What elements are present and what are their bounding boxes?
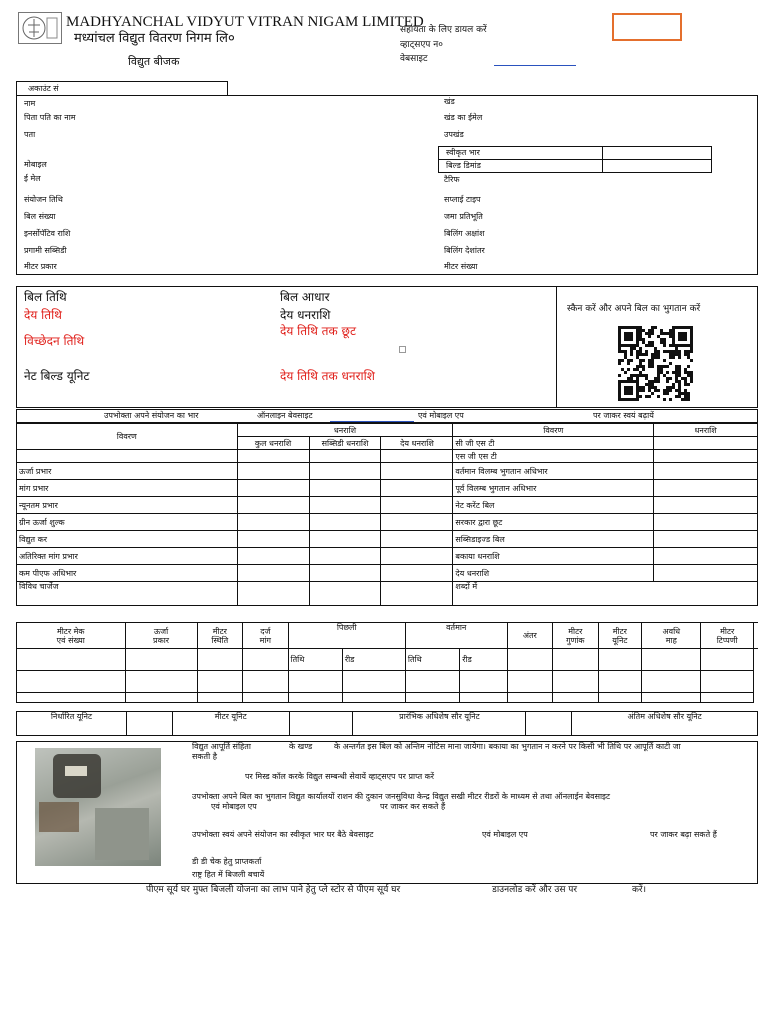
cell [243,649,288,671]
cell [654,497,758,514]
meter-remark-header [701,623,754,649]
multiplying-factor-header [553,623,599,649]
label-security-deposit: जमा प्रतिभूति [444,212,483,221]
label-father-name: पिता पति का नाम [24,113,76,122]
label-subdivision: उपखंड [444,130,464,139]
energy-text: ऊर्जा [153,626,169,636]
right-row-net-current-bill: नेट करेंट बिल [453,497,654,514]
load-demand-vdivider [602,146,603,173]
cell [654,463,758,480]
cell [237,565,309,582]
cell [553,693,599,703]
difference-header: अंतर [507,623,552,649]
remark-text: टिप्पणी [716,635,738,645]
row-additional-demand: अतिरिक्त मांग प्रभार [17,548,238,565]
cell [598,649,642,671]
cell [237,548,309,565]
note1-part-c: के अन्तर्गत इस बिल को अन्तिम नोटिस माना जायेगा। बकाया का भुगतान न करने पर किसी भी तिथि पर आपूर्ति काटी जा [334,742,681,751]
cell [381,463,453,480]
previous-reading-header: पिछली [288,623,405,649]
cell [654,514,758,531]
cgst-value [654,437,758,450]
right-row-subsidized-bill: सब्सिडाइज्ड बिल [453,531,654,548]
note4-part-a: उपभोक्ता स्वयं अपने संयोजन का स्वीकृत भार घर बैठे बेवसाइट [192,830,374,839]
curr-date-header: तिथि [405,649,459,671]
cell [507,649,552,671]
load-website-link[interactable] [330,421,414,422]
load-demand-divider [438,159,712,160]
label-supply-type: सप्लाई टाइप [444,195,481,204]
current-reading-header: वर्तमान [405,623,507,649]
cell [309,548,381,565]
label-tariff: टैरिफ [444,175,460,184]
blank-left [17,450,238,463]
cell [405,671,459,693]
note4-part-b: एवं मोबाइल एप [482,830,528,839]
help-dial-label: सहायता के लिए डायल करें [400,25,487,35]
final-surplus-solar-label: अंतिम अधिशेष सौर यूनिट [572,712,758,736]
cell [507,693,552,703]
cell [309,531,381,548]
label-meter-type: मीटर प्रकार [24,262,57,271]
row-electricity-tax: विद्युत कर [17,531,238,548]
cell [598,671,642,693]
energy-type-header [125,623,197,649]
charges-right-amount-header: धनराशि [654,424,758,437]
cell [553,671,599,693]
label-email: ई मेल [24,174,41,183]
right-row-payable-amount: देय धनराशि [453,565,654,582]
row-energy-charge: ऊर्जा प्रभार [17,463,238,480]
label-sanctioned-load: स्वीकृत भार [446,148,480,157]
blank [381,450,453,463]
cell [17,671,126,693]
meter-text: मीटर [568,626,583,636]
amount-in-words: शब्दों में [453,582,758,606]
cell [309,582,381,606]
sgst-value [654,450,758,463]
cell [17,649,126,671]
bill-date-label: बिल तिथि [24,290,67,304]
label-progressive-subsidy: प्रगामी सब्सिडी [24,246,67,255]
label-billing-latitude: बिलिंग अक्षांश [444,229,485,238]
assessed-units-label: निर्धारित यूनिट [17,712,127,736]
meter-make-text: मीटर मेक [56,626,85,636]
due-date-label: देय तिथि [24,308,62,322]
cell [237,480,309,497]
summary-divider [556,286,557,408]
status-text: स्थिति [211,635,229,645]
cell [309,497,381,514]
total-amount-header: कुल धनराशि [237,437,309,450]
qr-code-icon[interactable] [616,325,696,401]
meter-units-label: मीटर यूनिट [172,712,289,736]
label-division-email: खंड का ईमेल [444,113,483,122]
label-division: खंड [444,97,455,106]
cell [237,463,309,480]
cell [642,649,701,671]
meter-make-header [17,623,126,649]
cell [526,712,572,736]
load-line-part3: एवं मोबाइल एप [418,411,464,420]
meter-text: मीटर [720,626,735,636]
cell [237,531,309,548]
cell [237,497,309,514]
footer-part-a: पीएम सूर्य घर मुफ्त बिजली योजना का लाभ पाने हेतु प्ले स्टोर से पीएम सूर्य घर [146,885,401,895]
label-mobile: मोबाइल [24,160,47,169]
cell [654,565,758,582]
website-link-underline[interactable] [494,65,576,66]
mf-text: गुणांक [566,635,585,645]
label-address: पता [24,130,36,139]
type-text: प्रकार [153,635,170,645]
month-text: माह [665,635,677,645]
company-logo [18,12,62,44]
cell [381,548,453,565]
cell [126,712,172,736]
cell [288,671,342,693]
website-label: वेबसाइट [400,54,428,64]
meter-photo [35,748,161,866]
meter-reading-table [16,622,758,703]
label-billing-longitude: बिलिंग देशांतर [444,246,485,255]
cell [654,531,758,548]
checkbox-icon [399,346,406,353]
right-row-govt-rebate: सरकार द्वारा छूट [453,514,654,531]
note6: राष्ट्र हित में बिजली बचायें [192,870,265,879]
cell [17,693,126,703]
footer-part-b: डाउनलोड करें और उस पर [492,885,578,895]
note1-part-b: के खण्ड [289,742,313,751]
company-name-hindi: मध्यांचल विद्युत वितरण निगम लि० [74,31,235,46]
meter-units-header [598,623,642,649]
recorded-demand-header [243,623,288,649]
note1-part-d: सकती है [192,752,217,761]
charges-details-header: विवरण [17,424,238,450]
due-amount-label: देय धनराशि [280,308,331,322]
document-title: विद्युत बीजक [128,55,180,68]
label-billed-demand: बिल्ड डिमांड [446,161,481,170]
scan-pay-label: स्कैन करें और अपने बिल का भुगतान करें [567,304,701,314]
cell [460,693,507,703]
curr-read-header: रीड [460,649,507,671]
solar-units-table [16,711,758,736]
cell [309,565,381,582]
load-line-part4: पर जाकर स्वयं बढ़ायें [593,411,654,420]
prev-date-header: तिथि [288,649,342,671]
cell [237,514,309,531]
cell [381,497,453,514]
cell [125,671,197,693]
load-line-part2: ऑनलाइन बेवसाइट [257,411,313,420]
right-row-sgst: एस जी एस टी [453,450,654,463]
bill-basis-label: बिल आधार [280,290,330,304]
cell [654,548,758,565]
initial-surplus-solar-label: प्रारंभिक अधिशेष सौर यूनिट [353,712,526,736]
note3-part-b: एवं मोबाइल एप [211,802,257,811]
note4-part-c: पर जाकर बढ़ा सकते हैं [650,830,717,839]
cell [243,671,288,693]
units-text: यूनिट [612,635,628,645]
footer-part-c: करें। [632,885,647,895]
note2: पर मिस्ड कॉल करके विद्युत सम्बन्धी सेवायें व्हाट्सएप पर प्राप्त करें [245,772,435,781]
demand-text: मांग [259,635,271,645]
net-billed-units-label: नेट बिल्ड यूनिट [24,369,90,383]
meter-status-header [197,623,243,649]
label-name: नाम [24,99,36,108]
row-green-energy-fee: ग्रीन ऊर्जा शुल्क [17,514,238,531]
recorded-text: दर्ज [260,626,271,636]
cell [701,693,754,703]
prev-read-header: रीड [342,649,405,671]
disconnection-date-label: विच्छेदन तिथि [24,334,85,348]
company-name-english: MADHYANCHAL VIDYUT VITRAN NIGAM LIMITED [66,14,424,30]
right-row-arrears: बकाया धनराशि [453,548,654,565]
cell [642,671,701,693]
cell [237,582,309,606]
rebate-till-due-label: देय तिथि तक छूट [280,324,357,338]
amount-till-due-label: देय तिथि तक धनराशि [280,369,375,383]
cell [701,671,754,693]
cell [598,693,642,703]
account-details-panel [16,95,758,275]
blank [309,450,381,463]
cell [197,671,243,693]
cell [654,480,758,497]
row-demand-charge: मांग प्रभार [17,480,238,497]
cell [125,649,197,671]
blank [237,450,309,463]
label-incentive-amount: इनर्सोपॅटिव राशि [24,229,71,238]
charges-table [16,423,758,606]
cell [381,480,453,497]
right-row-cgst: सी जी एस टी [453,437,654,450]
cell [197,693,243,703]
cell [289,712,353,736]
row-misc-charges: विविध चार्जेज [17,582,238,606]
cell [507,671,552,693]
cell [381,531,453,548]
note3-part-a: उपभोक्ता अपने बिल का भुगतान विद्युत कार्यालयों राशन की दुकान जनसुविधा केन्द्र विद्युत सखी मीटर रीडरों के माध्यम से तथा ऑनलाईन बेवसाइट [192,792,611,801]
note3-part-c: पर जाकर कर सकते हैं [380,802,446,811]
label-meter-number: मीटर संख्या [444,262,478,271]
note5: डी डी चेक हेतु प्राप्तकर्ता [192,857,262,866]
account-number-label: अकाउंट सं [28,84,59,93]
cell [460,671,507,693]
cell [381,514,453,531]
row-low-pf-surcharge: कम पीएफ अधिभार [17,565,238,582]
due-amount-header: देय धनराशि [381,437,453,450]
cell [309,463,381,480]
cell [309,480,381,497]
cell [125,693,197,703]
cell [197,649,243,671]
cell [701,649,754,671]
cell [243,693,288,703]
right-row-previous-lps: पूर्व विलम्ब भुगतान अधिभार [453,480,654,497]
period-text: अवधि [662,626,681,636]
label-connection-date: संयोजन तिथि [24,195,63,204]
cell [342,671,405,693]
charges-amount-header: धनराशि [237,424,453,437]
highlight-box [612,13,682,41]
row-minimum-charge: न्यूनतम प्रभार [17,497,238,514]
period-month-header [642,623,701,649]
cell [381,582,453,606]
right-row-current-lps: वर्तमान विलम्ब भुगतान अधिभार [453,463,654,480]
meter-text: मीटर [212,626,227,636]
cell [288,693,342,703]
load-line-part1: उपभोक्ता अपने संयोजन का भार [104,411,199,420]
cell [754,623,759,649]
cell [309,514,381,531]
cell [553,649,599,671]
cell [405,693,459,703]
label-bill-number: बिल संख्या [24,212,56,221]
cell [342,693,405,703]
subsidy-amount-header: सब्सिडी धनराशि [309,437,381,450]
meter-text: मीटर [612,626,627,636]
cell [381,565,453,582]
meter-number-text: एवं संख्या [56,635,85,645]
cell [642,693,701,703]
whatsapp-label: व्हाट्सएप न० [400,40,443,50]
note1-part-a: विद्युत आपूर्ति संहिता [192,742,251,751]
charges-right-details-header: विवरण [453,424,654,437]
